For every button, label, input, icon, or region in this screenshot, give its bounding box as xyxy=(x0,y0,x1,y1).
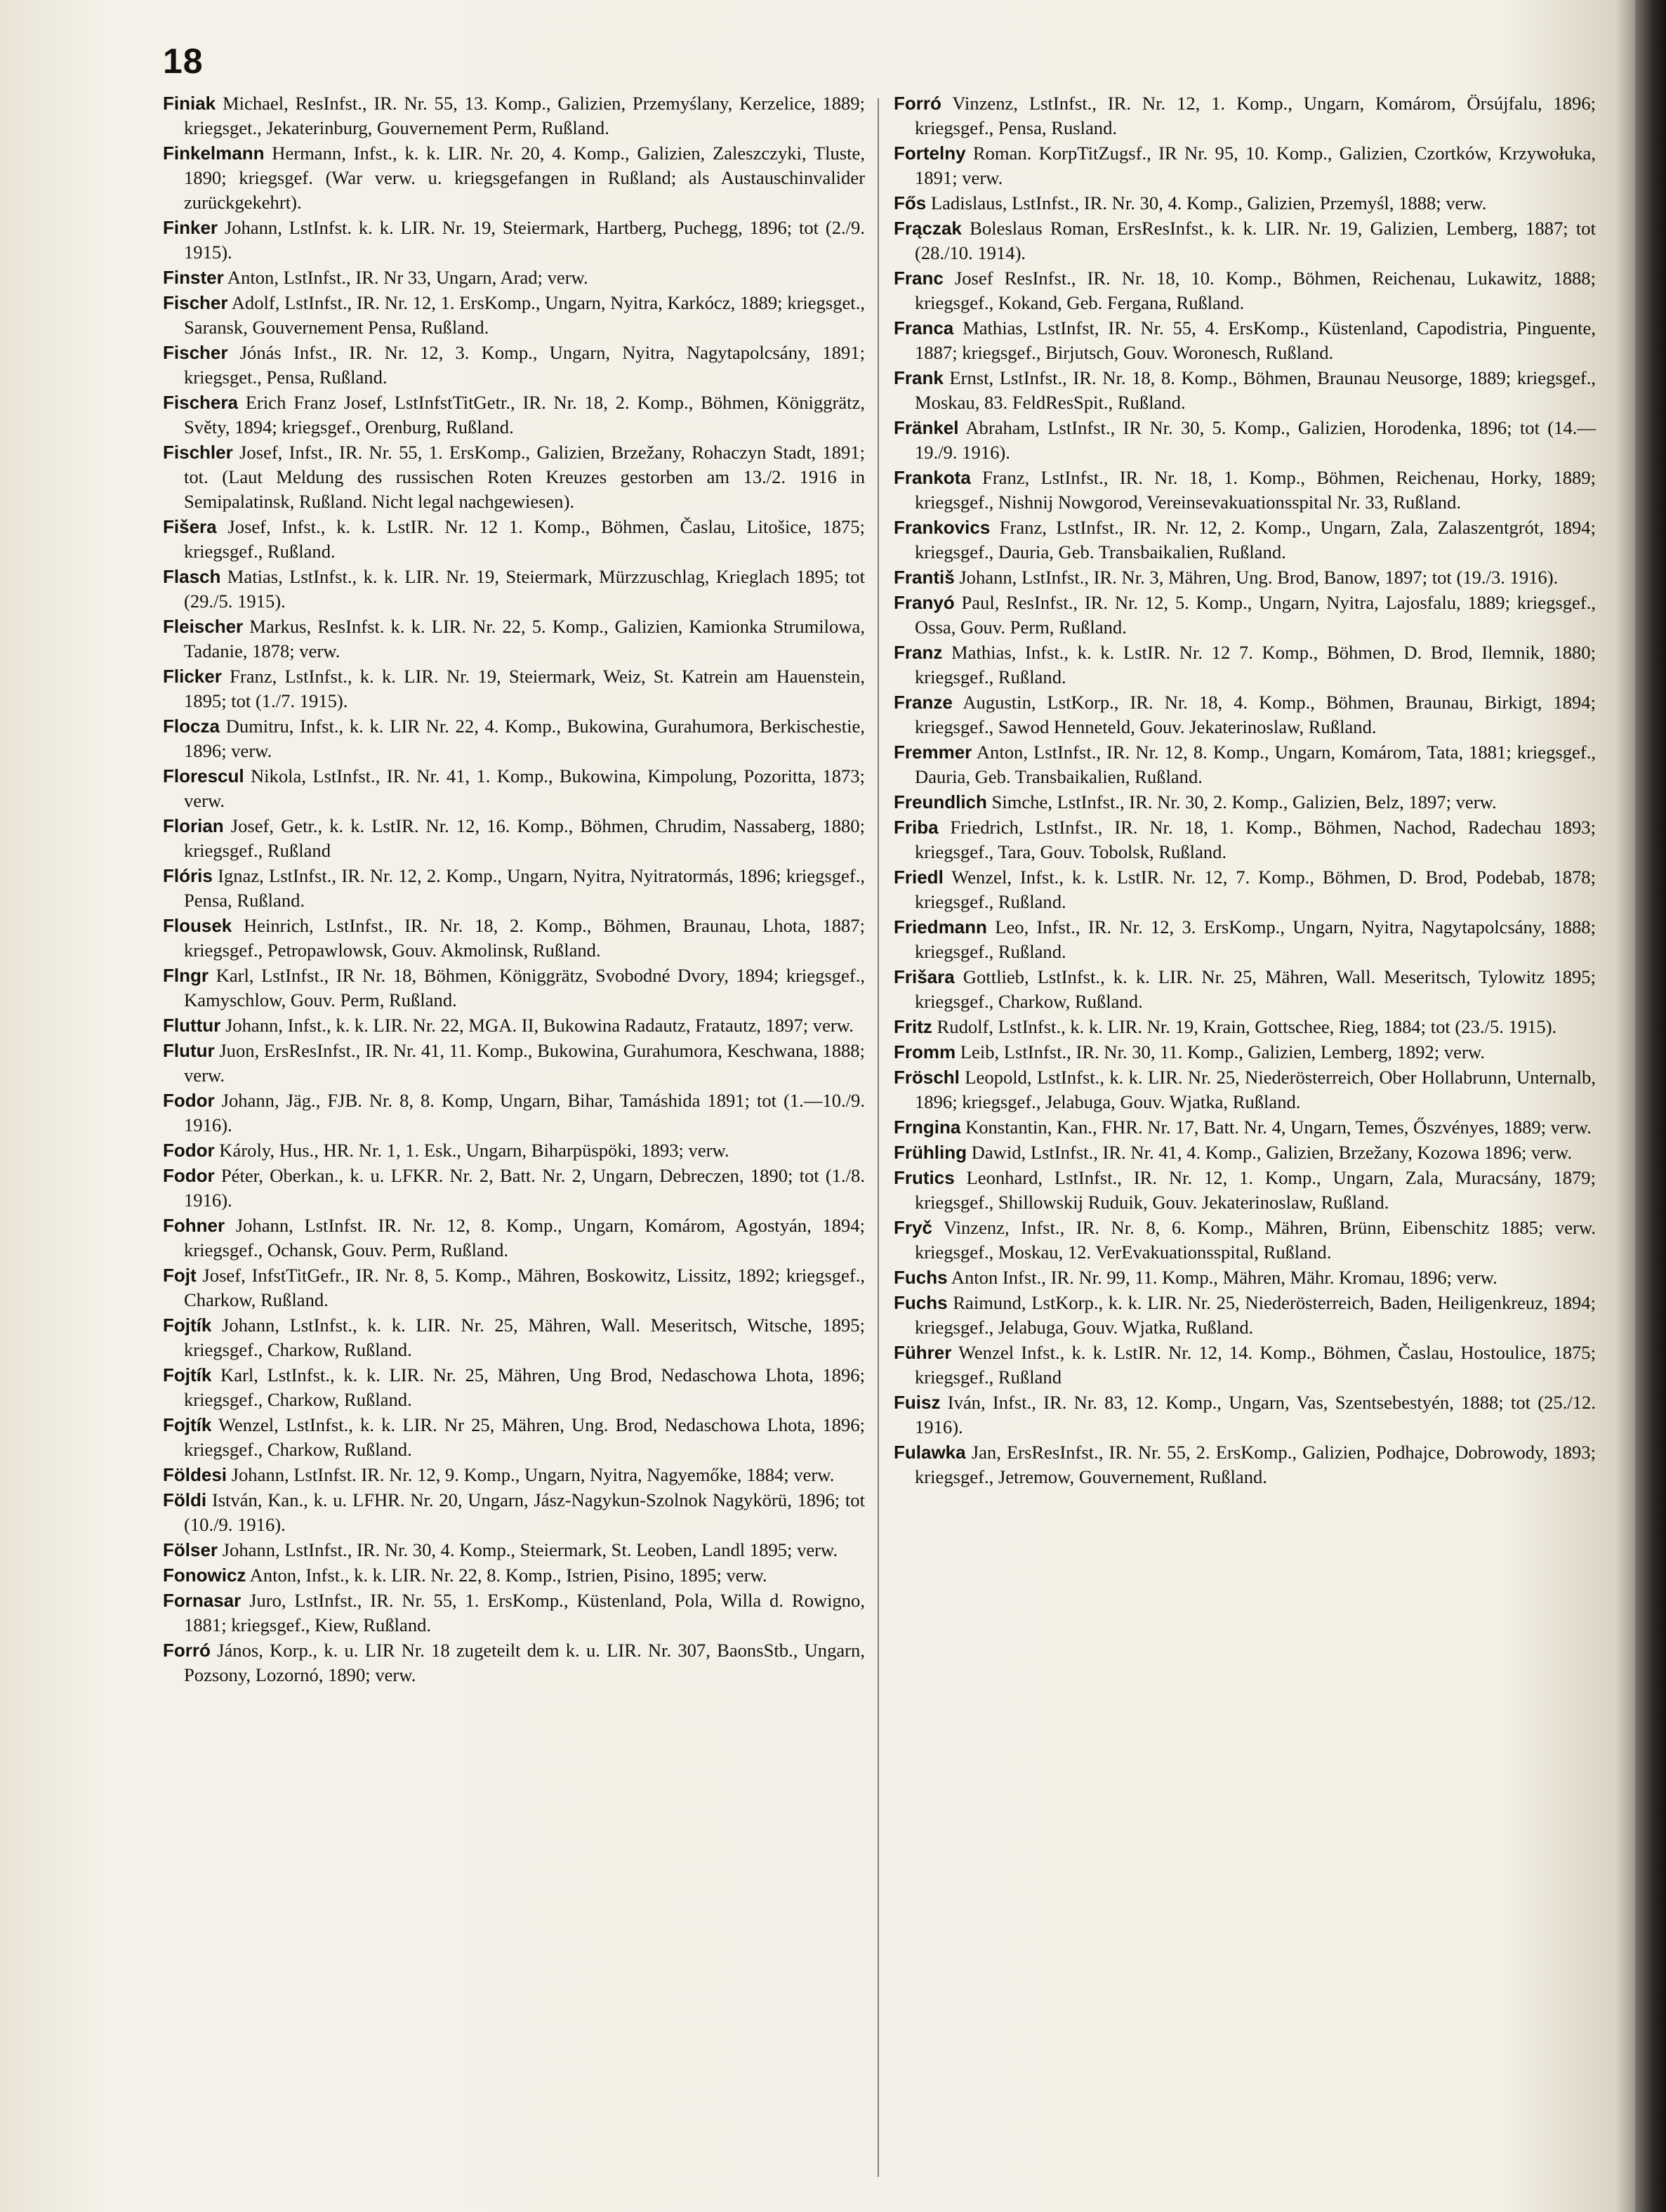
entry-details: Leib, LstInfst., IR. Nr. 30, 11. Komp., Galizien, Lemberg, 1892; verw. xyxy=(956,1041,1485,1062)
list-entry xyxy=(894,790,1596,815)
entry-details: Péter, Oberkan., k. u. LFKR. Nr. 2, Batt. Nr. 2, Ungarn, Debreczen, 1890; tot (1./8. 1916). xyxy=(184,1165,865,1211)
entry-details: Ignaz, LstInfst., IR. Nr. 12, 2. Komp., Ungarn, Nyitra, Nyitratormás, 1896; kriegsgef., Pensa, Rußland. xyxy=(184,865,865,911)
list-entry xyxy=(163,864,865,913)
entry-details: Erich Franz Josef, LstInfstTitGetr., IR. Nr. 18, 2. Komp., Böhmen, Königgrätz, Světy, 1894; kriegsgef., Orenburg, Rußland. xyxy=(184,392,865,437)
list-entry xyxy=(163,1488,865,1537)
entry-surname: Franc xyxy=(894,268,944,289)
entry-surname: Forró xyxy=(163,1640,211,1661)
entry-surname: Florescul xyxy=(163,765,244,786)
left-column xyxy=(163,91,865,1688)
entry-surname: Fremmer xyxy=(894,742,972,763)
list-entry xyxy=(163,814,865,863)
entry-details: Franz, LstInfst., IR. Nr. 18, 1. Komp., Böhmen, Reichenau, Horky, 1889; kriegsgef., Nishnij Nowgorod, Vereinsevakuationsspital Nr. 33, Rußland. xyxy=(915,467,1596,513)
entry-details: Markus, ResInfst. k. k. LIR. Nr. 22, 5. Komp., Galizien, Kamionka Strumilowa, Tadanie, 1878; verw. xyxy=(184,616,865,661)
list-entry xyxy=(894,466,1596,515)
list-entry xyxy=(894,1115,1596,1140)
list-entry xyxy=(163,341,865,390)
list-entry xyxy=(163,1013,865,1038)
entry-surname: Fölser xyxy=(163,1539,218,1560)
entry-surname: Frühling xyxy=(894,1142,967,1163)
entry-surname: Földi xyxy=(163,1489,207,1510)
list-entry xyxy=(163,1563,865,1588)
entry-surname: Fojtík xyxy=(163,1414,212,1435)
list-entry xyxy=(894,1341,1596,1390)
entry-surname: Fojtík xyxy=(163,1364,212,1385)
entry-details: Johann, LstInfst., k. k. LIR. Nr. 25, Mähren, Wall. Meseritsch, Witsche, 1895; kriegsgef., Charkow, Rußland. xyxy=(184,1315,865,1360)
entry-surname: Fuchs xyxy=(894,1267,948,1288)
page-edge-shadow xyxy=(1635,0,1666,2212)
entry-surname: Fonowicz xyxy=(163,1565,246,1586)
entry-surname: Flóris xyxy=(163,865,213,886)
entry-details: Juon, ErsResInfst., IR. Nr. 41, 11. Komp., Bukowina, Gurahumora, Keschwana, 1888; verw. xyxy=(184,1040,865,1086)
entry-surname: Fodor xyxy=(163,1140,215,1161)
entry-details: Leonhard, LstInfst., IR. Nr. 12, 1. Komp., Ungarn, Zala, Muracsány, 1879; kriegsgef., Shillowskij Ruduik, Gouv. Jekaterinoslaw, Rußland. xyxy=(915,1167,1596,1213)
entry-details: Anton Infst., IR. Nr. 99, 11. Komp., Mähren, Mähr. Kromau, 1896; verw. xyxy=(947,1267,1498,1288)
entry-surname: Finster xyxy=(163,267,224,288)
entry-details: Vinzenz, Infst., IR. Nr. 8, 6. Komp., Mähren, Brünn, Eibenschitz 1885; verw. kriegsgef., Moskau, 12. VerEvakuationsspital, Rußland. xyxy=(915,1217,1596,1263)
entry-details: János, Korp., k. u. LIR Nr. 18 zugeteilt dem k. u. LIR. Nr. 307, BaonsStb., Ungarn, Pozsony, Lozornó, 1890; verw. xyxy=(184,1640,865,1685)
list-entry xyxy=(163,291,865,340)
entry-details: Vinzenz, LstInfst., IR. Nr. 12, 1. Komp., Ungarn, Komárom, Örsújfalu, 1896; kriegsgef., Pensa, Rusland. xyxy=(915,93,1596,138)
entry-details: Paul, ResInfst., IR. Nr. 12, 5. Komp., Ungarn, Nyitra, Lajosfalu, 1889; kriegsgef., Ossa, Gouv. Perm, Rußland. xyxy=(915,592,1596,638)
entry-details: Jan, ErsResInfst., IR. Nr. 55, 2. ErsKomp., Galizien, Podhajce, Dobrowody, 1893; kriegsgef., Jetremow, Gouvernement, Rußland. xyxy=(915,1442,1596,1487)
entry-details: Jónás Infst., IR. Nr. 12, 3. Komp., Ungarn, Nyitra, Nagytapolcsány, 1891; kriegsget., Pensa, Rußland. xyxy=(184,342,865,388)
list-entry xyxy=(163,1039,865,1088)
entry-surname: Frączak xyxy=(894,218,962,239)
list-entry xyxy=(163,1313,865,1362)
entry-details: Josef, InfstTitGefr., IR. Nr. 8, 5. Komp., Mähren, Boskowitz, Lissitz, 1892; kriegsgef., Charkow, Rußland. xyxy=(184,1265,865,1310)
entry-surname: Fischler xyxy=(163,442,233,463)
list-entry xyxy=(894,915,1596,964)
list-entry xyxy=(894,865,1596,914)
list-entry xyxy=(163,265,865,290)
entry-surname: Fuisz xyxy=(894,1392,941,1413)
list-entry xyxy=(163,515,865,564)
entry-details: Anton, LstInfst., IR. Nr. 12, 8. Komp., Ungarn, Komárom, Tata, 1881; kriegsgef., Dauria, Geb. Transbaikalien, Rußland. xyxy=(915,742,1596,787)
entry-details: Johann, LstInfst., IR. Nr. 3, Mähren, Ung. Brod, Banow, 1897; tot (19./3. 1916). xyxy=(954,567,1559,588)
entry-details: Wenzel, Infst., k. k. LstIR. Nr. 12, 7. Komp., Böhmen, D. Brod, Podebab, 1878; kriegsgef., Rußland. xyxy=(915,867,1596,912)
entry-details: Wenzel Infst., k. k. LstIR. Nr. 12, 14. Komp., Böhmen, Časlau, Hostoulice, 1875; kriegsgef., Rußland xyxy=(915,1342,1596,1388)
entry-details: Johann, Infst., k. k. LIR. Nr. 22, MGA. II, Bukowina Radautz, Fratautz, 1897; verw. xyxy=(220,1015,854,1036)
entry-surname: Finker xyxy=(163,217,218,238)
entry-details: Heinrich, LstInfst., IR. Nr. 18, 2. Komp., Böhmen, Braunau, Lhota, 1887; kriegsgef., Petropawlowsk, Gouv. Akmolinsk, Rußland. xyxy=(184,915,865,961)
entry-surname: Františ xyxy=(894,567,955,588)
entry-details: Augustin, LstKorp., IR. Nr. 18, 4. Komp., Böhmen, Braunau, Birkigt, 1894; kriegsgef., Sawod Henneteld, Gouv. Jekaterinoslaw, Rußland. xyxy=(915,692,1596,737)
entry-details: Karl, LstInfst., IR Nr. 18, Böhmen, Königgrätz, Svobodné Dvory, 1894; kriegsgef., Kamyschlow, Gouv. Perm, Rußland. xyxy=(184,965,865,1010)
entry-surname: Fischer xyxy=(163,342,228,363)
list-entry xyxy=(894,191,1596,216)
entry-surname: Flutur xyxy=(163,1040,215,1061)
entry-surname: Frngina xyxy=(894,1117,961,1138)
list-entry xyxy=(163,1638,865,1687)
entry-details: Ernst, LstInfst., IR. Nr. 18, 8. Komp., Böhmen, Braunau Neusorge, 1889; kriegsgef., Moskau, 83. FeldResSpit., Rußland. xyxy=(915,367,1596,413)
list-entry xyxy=(163,664,865,713)
list-entry xyxy=(894,1015,1596,1039)
list-entry xyxy=(894,91,1596,140)
list-entry xyxy=(163,216,865,265)
list-entry xyxy=(894,1040,1596,1065)
entry-surname: Frutics xyxy=(894,1167,955,1188)
entry-surname: Friba xyxy=(894,817,939,838)
entry-details: Adolf, LstInfst., IR. Nr. 12, 1. ErsKomp., Ungarn, Nyitra, Karkócz, 1889; kriegsget., Saransk, Gouvernement Pensa, Rußland. xyxy=(184,292,865,338)
entry-details: Juro, LstInfst., IR. Nr. 55, 1. ErsKomp., Küstenland, Pola, Willa d. Rowigno, 1881; kriegsgef., Kiew, Rußland. xyxy=(184,1590,865,1635)
entry-details: Rudolf, LstInfst., k. k. LIR. Nr. 19, Krain, Gottschee, Rieg, 1884; tot (23./5. 1915). xyxy=(932,1016,1557,1037)
entry-details: Johann, Jäg., FJB. Nr. 8, 8. Komp, Ungarn, Bihar, Tamáshida 1891; tot (1.—10./9. 1916). xyxy=(184,1090,865,1135)
list-entry xyxy=(163,565,865,614)
entry-details: Friedrich, LstInfst., IR. Nr. 18, 1. Komp., Böhmen, Nachod, Radechau 1893; kriegsgef., Tara, Gouv. Tobolsk, Rußland. xyxy=(915,817,1596,862)
list-entry xyxy=(894,740,1596,789)
entry-surname: Fojtík xyxy=(163,1315,212,1336)
entry-details: Iván, Infst., IR. Nr. 83, 12. Komp., Ungarn, Vas, Szentsebestyén, 1888; tot (25./12. 1916). xyxy=(915,1392,1596,1437)
entry-details: Hermann, Infst., k. k. LIR. Nr. 20, 4. Komp., Galizien, Zaleszczyki, Tluste, 1890; kriegsgef. (War verw. u. kriegsgefangen in Rußland; als Austauschinvalider zurückgekehrt). xyxy=(184,143,865,213)
entry-surname: Frankota xyxy=(894,467,971,488)
entry-surname: Fuchs xyxy=(894,1292,948,1313)
entry-details: Anton, Infst., k. k. LIR. Nr. 22, 8. Komp., Istrien, Pisino, 1895; verw. xyxy=(246,1565,767,1586)
list-entry xyxy=(163,1463,865,1487)
list-entry xyxy=(894,1140,1596,1165)
entry-surname: Fišera xyxy=(163,516,217,537)
list-entry xyxy=(163,91,865,140)
entry-surname: Freundlich xyxy=(894,791,987,812)
list-entry xyxy=(163,1263,865,1312)
entry-details: Johann, LstInfst. k. k. LIR. Nr. 19, Steiermark, Hartberg, Puchegg, 1896; tot (2./9. 1915). xyxy=(184,217,865,263)
entry-details: Matias, LstInfst., k. k. LIR. Nr. 19, Steiermark, Mürzzuschlag, Krieglach 1895; tot (29./5. 1915). xyxy=(184,566,865,612)
entry-surname: Frank xyxy=(894,367,944,388)
list-entry xyxy=(894,416,1596,465)
list-entry xyxy=(163,1538,865,1562)
entry-details: Leo, Infst., IR. Nr. 12, 3. ErsKomp., Ungarn, Nyitra, Nagytapolcsány, 1888; kriegsgef., Rußland. xyxy=(915,916,1596,962)
entry-details: Dumitru, Infst., k. k. LIR Nr. 22, 4. Komp., Bukowina, Gurahumora, Berkischestie, 1896; verw. xyxy=(184,716,865,761)
list-entry xyxy=(894,965,1596,1014)
entry-details: Johann, LstInfst. IR. Nr. 12, 8. Komp., Ungarn, Komárom, Agostyán, 1894; kriegsgef., Ochansk, Gouv. Perm, Rußland. xyxy=(184,1215,865,1260)
list-entry xyxy=(163,614,865,664)
list-entry xyxy=(894,1291,1596,1340)
entry-details: Karl, LstInfst., k. k. LIR. Nr. 25, Mähren, Ung Brod, Nedaschowa Lhota, 1896; kriegsgef., Charkow, Rußland. xyxy=(184,1364,865,1410)
list-entry xyxy=(163,1363,865,1412)
list-entry xyxy=(163,1213,865,1263)
list-entry xyxy=(894,815,1596,864)
entry-details: Josef, Infst., k. k. LstIR. Nr. 12 1. Komp., Böhmen, Časlau, Litošice, 1875; kriegsgef., Rußland. xyxy=(184,516,865,562)
entry-surname: Fränkel xyxy=(894,417,959,438)
list-entry xyxy=(163,1164,865,1213)
list-entry xyxy=(163,764,865,813)
right-column xyxy=(894,91,1596,1490)
entry-details: Josef, Infst., IR. Nr. 55, 1. ErsKomp., Galizien, Brzežany, Rohaczyn Stadt, 1891; tot. (Laut Meldung des russischen Roten Kreuzes gestorben am 13./2. 1916 in Semipalatinsk, Rußland. Nicht legal nachgewiesen). xyxy=(184,442,865,512)
list-entry xyxy=(163,963,865,1013)
entry-surname: Franyó xyxy=(894,592,955,613)
list-entry xyxy=(894,366,1596,415)
entry-surname: Fulawka xyxy=(894,1442,966,1463)
entry-surname: Fodor xyxy=(163,1165,215,1186)
entry-details: Károly, Hus., HR. Nr. 1, 1. Esk., Ungarn, Biharpüspöki, 1893; verw. xyxy=(214,1140,729,1161)
list-entry xyxy=(163,714,865,763)
list-entry xyxy=(894,1065,1596,1114)
column-divider xyxy=(878,98,879,2177)
list-entry xyxy=(894,591,1596,640)
entry-surname: Fromm xyxy=(894,1041,956,1062)
list-entry xyxy=(894,141,1596,190)
entry-details: Franz, LstInfst., k. k. LIR. Nr. 19, Steiermark, Weiz, St. Katrein am Hauenstein, 1895; tot (1./7. 1915). xyxy=(184,666,865,711)
entry-surname: Fodor xyxy=(163,1090,215,1111)
entry-surname: Friedmann xyxy=(894,916,987,937)
entry-surname: Fluttur xyxy=(163,1015,221,1036)
list-entry xyxy=(894,690,1596,739)
list-entry xyxy=(894,266,1596,315)
entry-surname: Flocza xyxy=(163,716,220,737)
list-entry xyxy=(163,440,865,514)
list-entry xyxy=(894,316,1596,365)
entry-surname: Fischera xyxy=(163,392,238,413)
list-entry xyxy=(163,390,865,440)
list-entry xyxy=(894,565,1596,590)
entry-details: Franz, LstInfst., IR. Nr. 12, 2. Komp., Ungarn, Zala, Zalaszentgrót, 1894; kriegsgef., Dauria, Geb. Transbaikalien, Rußland. xyxy=(915,517,1596,562)
entry-surname: Fornasar xyxy=(163,1590,242,1611)
entry-details: Konstantin, Kan., FHR. Nr. 17, Batt. Nr. 4, Ungarn, Temes, Őszvényes, 1889; verw. xyxy=(960,1117,1592,1138)
list-entry xyxy=(163,1138,865,1163)
entry-details: Gottlieb, LstInfst., k. k. LIR. Nr. 25, Mähren, Wall. Meseritsch, Tylowitz 1895; kriegsgef., Charkow, Rußland. xyxy=(915,966,1596,1012)
entry-details: Josef, Getr., k. k. LstIR. Nr. 12, 16. Komp., Böhmen, Chrudim, Nassaberg, 1880; kriegsgef., Rußland xyxy=(184,815,865,861)
entry-surname: Fojt xyxy=(163,1265,197,1286)
entry-surname: Fortelny xyxy=(894,143,966,164)
entry-surname: Flicker xyxy=(163,666,222,687)
list-entry xyxy=(163,914,865,963)
entry-surname: Frankovics xyxy=(894,517,991,538)
list-entry xyxy=(894,1265,1596,1290)
entry-surname: Fohner xyxy=(163,1215,225,1236)
entry-surname: Finkelmann xyxy=(163,143,265,164)
entry-details: Roman. KorpTitZugsf., IR Nr. 95, 10. Komp., Galizien, Czortków, Krzywołuka, 1891; verw. xyxy=(915,143,1596,188)
entry-details: Josef ResInfst., IR. Nr. 18, 10. Komp., Böhmen, Reichenau, Lukawitz, 1888; kriegsgef., Kokand, Geb. Fergana, Rußland. xyxy=(915,268,1596,313)
entry-details: Abraham, LstInfst., IR Nr. 30, 5. Komp., Galizien, Horodenka, 1896; tot (14.—19./9. 1916). xyxy=(915,417,1596,463)
entry-details: Mathias, Infst., k. k. LstIR. Nr. 12 7. Komp., Böhmen, D. Brod, Ilemnik, 1880; kriegsgef., Rußland. xyxy=(915,642,1596,687)
entry-surname: Flousek xyxy=(163,915,232,936)
entry-surname: Fleischer xyxy=(163,616,244,637)
entry-details: István, Kan., k. u. LFHR. Nr. 20, Ungarn, Jász-Nagykun-Szolnok Nagykörü, 1896; tot (10./9. 1916). xyxy=(184,1489,865,1535)
list-entry xyxy=(894,1440,1596,1489)
entry-surname: Flngr xyxy=(163,965,209,986)
entry-details: Wenzel, LstInfst., k. k. LIR. Nr 25, Mähren, Ung. Brod, Nedaschowa Lhota, 1896; kriegsgef., Charkow, Rußland. xyxy=(184,1414,865,1460)
entry-surname: Franze xyxy=(894,692,953,713)
list-entry xyxy=(163,141,865,215)
entry-surname: Forró xyxy=(894,93,941,114)
entry-details: Nikola, LstInfst., IR. Nr. 41, 1. Komp., Bukowina, Kimpolung, Pozoritta, 1873; verw. xyxy=(184,765,865,811)
entry-surname: Fröschl xyxy=(894,1067,960,1088)
entry-details: Simche, LstInfst., IR. Nr. 30, 2. Komp., Galizien, Belz, 1897; verw. xyxy=(986,791,1497,812)
entry-surname: Fritz xyxy=(894,1016,932,1037)
list-entry xyxy=(894,640,1596,690)
entry-surname: Fischer xyxy=(163,292,228,313)
list-entry xyxy=(894,515,1596,565)
entry-details: Ladislaus, LstInfst., IR. Nr. 30, 4. Komp., Galizien, Przemyśl, 1888; verw. xyxy=(926,192,1487,213)
entry-surname: Földesi xyxy=(163,1464,227,1485)
entry-details: Johann, LstInfst., IR. Nr. 30, 4. Komp., Steiermark, St. Leoben, Landl 1895; verw. xyxy=(218,1539,838,1560)
entry-surname: Florian xyxy=(163,815,224,836)
entry-surname: Fryč xyxy=(894,1217,932,1238)
entry-surname: Franca xyxy=(894,317,954,338)
entry-surname: Friedl xyxy=(894,867,944,888)
list-entry xyxy=(894,1216,1596,1265)
list-entry xyxy=(894,216,1596,265)
entry-details: Leopold, LstInfst., k. k. LIR. Nr. 25, Niederösterreich, Ober Hollabrunn, Unternalb, 1896; kriegsgef., Jelabuga, Gouv. Wjatka, Rußland. xyxy=(915,1067,1596,1112)
list-entry xyxy=(163,1088,865,1138)
entry-surname: Flasch xyxy=(163,566,221,587)
entry-details: Michael, ResInfst., IR. Nr. 55, 13. Komp., Galizien, Przemyślany, Kerzelice, 1889; kriegsget., Jekaterinburg, Gouvernement Perm, Rußland. xyxy=(184,93,865,138)
page-number: 18 xyxy=(163,41,204,81)
list-entry xyxy=(163,1413,865,1462)
list-entry xyxy=(163,1588,865,1638)
entry-details: Johann, LstInfst. IR. Nr. 12, 9. Komp., Ungarn, Nyitra, Nagyemőke, 1884; verw. xyxy=(227,1464,835,1485)
entry-details: Boleslaus Roman, ErsResInfst., k. k. LIR. Nr. 19, Galizien, Lemberg, 1887; tot (28./10. 1914). xyxy=(915,218,1596,263)
entry-details: Raimund, LstKorp., k. k. LIR. Nr. 25, Niederösterreich, Baden, Heiligenkreuz, 1894; kriegsgef., Jelabuga, Gouv. Wjatka, Rußland. xyxy=(915,1292,1596,1338)
entry-surname: Franz xyxy=(894,642,943,663)
entry-surname: Finiak xyxy=(163,93,216,114)
entry-surname: Führer xyxy=(894,1342,952,1363)
entry-details: Dawid, LstInfst., IR. Nr. 41, 4. Komp., Galizien, Brzežany, Kozowa 1896; verw. xyxy=(966,1142,1573,1163)
list-entry xyxy=(894,1166,1596,1215)
entry-surname: Fős xyxy=(894,192,927,213)
entry-surname: Frišara xyxy=(894,966,955,987)
entry-details: Mathias, LstInfst, IR. Nr. 55, 4. ErsKomp., Küstenland, Capodistria, Pinguente, 1887; kriegsgef., Birjutsch, Gouv. Woronesch, Rußland. xyxy=(915,317,1596,363)
entry-details: Anton, LstInfst., IR. Nr 33, Ungarn, Arad; verw. xyxy=(223,267,588,288)
list-entry xyxy=(894,1390,1596,1440)
